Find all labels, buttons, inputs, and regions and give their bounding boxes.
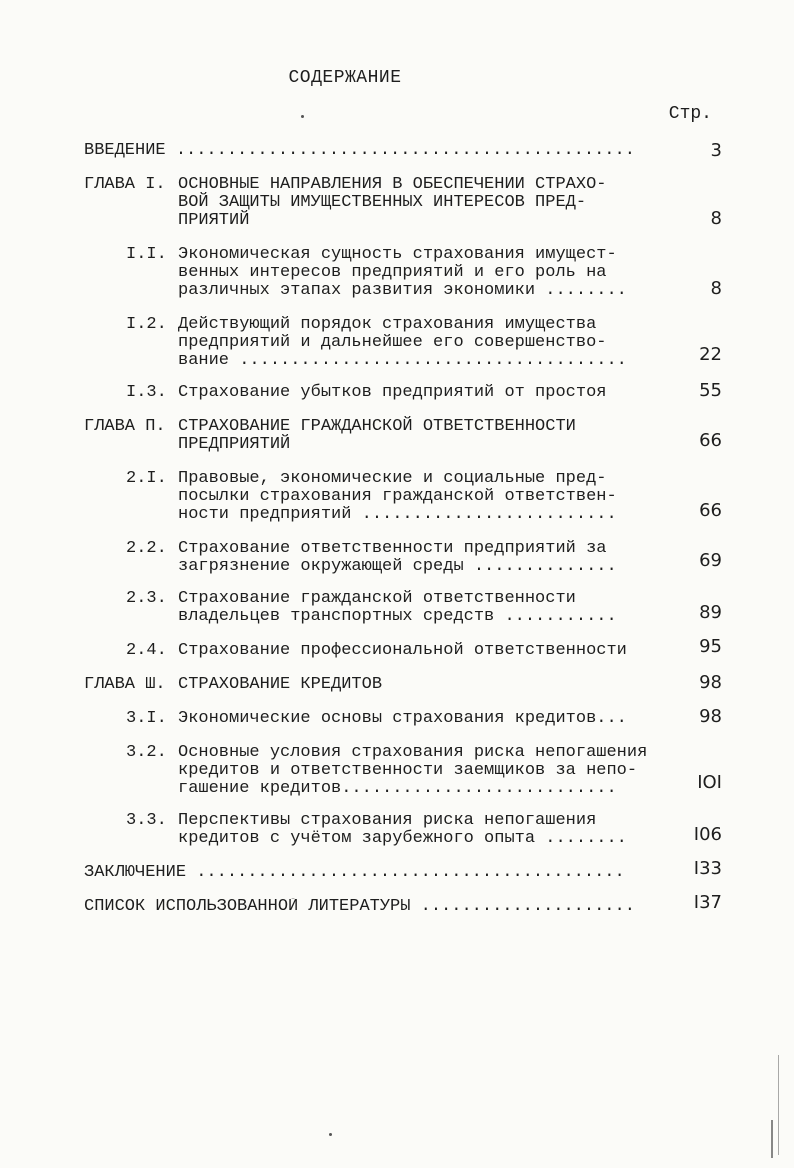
toc-entry-bibliography [0, 892, 794, 918]
toc-entry-line: Экономическая сущность страхования имущест- [178, 245, 617, 264]
toc-entry-line: Действующий порядок страхования имущества [178, 315, 597, 334]
toc-entry-line: ПРЕДПРИЯТИЙ [178, 435, 291, 454]
toc-entry-line: Страхование ответственности предприятий за [178, 539, 607, 558]
toc-page-number: 69 [699, 550, 722, 571]
toc-entry-line: гашение кредитов........................... [178, 779, 617, 798]
toc-entry-section-3-1 [0, 706, 794, 730]
toc-page-number: 98 [699, 672, 722, 693]
toc-entry-section-1-1 [0, 246, 794, 302]
toc-entry-line: Страхование убытков предприятий от простоя [178, 383, 607, 402]
toc-entry-line: ВОЙ ЗАЩИТЫ ИМУЩЕСТВЕННЫХ ИНТЕРЕСОВ ПРЕД- [178, 193, 587, 212]
toc-entry-section-2-1 [0, 470, 794, 526]
toc-page-number: 66 [699, 430, 722, 451]
toc-entry-chapter-3 [0, 672, 794, 696]
toc-entry-section-2-3 [0, 590, 794, 628]
toc-entry-line: предприятий и дальнейшее его совершенство- [178, 333, 607, 352]
toc-entry-label: 2.4. [126, 641, 167, 660]
toc-page-number: 95 [699, 636, 722, 657]
toc-entry-line: СТРАХОВАНИЕ КРЕДИТОВ [178, 675, 383, 694]
toc-entry-chapter-2 [0, 418, 794, 456]
toc-page-number: 98 [699, 706, 722, 727]
toc-entry-line: ПРИЯТИЙ [178, 211, 250, 230]
toc-page-number: I37 [693, 892, 722, 913]
toc-entry-label: 2.3. [126, 589, 167, 608]
toc-entry-line: Основные условия страхования риска непогашения [178, 743, 648, 762]
toc-entry-label: ГЛАВА I. [84, 175, 166, 194]
toc-entry-line: Правовые, экономические и социальные пред- [178, 469, 607, 488]
toc-entry-section-2-4 [0, 636, 794, 662]
toc-page-number: 8 [710, 208, 722, 229]
toc-page-number: IOI [697, 772, 722, 793]
toc-entry-line: СТРАХОВАНИЕ ГРАЖДАНСКОЙ ОТВЕТСТВЕННОСТИ [178, 417, 576, 436]
toc-entry-line: вание ...................................... [178, 351, 627, 370]
toc-entry-line: посылки страхования гражданской ответствен- [178, 487, 617, 506]
toc-entry-line: Страхование профессиональной ответственности [178, 641, 627, 660]
toc-entry-section-1-3 [0, 380, 794, 404]
toc-entry-line: Перспективы страхования риска непогашения [178, 811, 597, 830]
toc-entry-text: ЗАКЛЮЧЕНИЕ .......................................... [84, 864, 625, 882]
page-title: СОДЕРЖАНИЕ [288, 68, 402, 88]
toc-entry-label: ГЛАВА П. [84, 417, 166, 436]
toc-entry-line: ности предприятий ......................... [178, 505, 617, 524]
scan-speck [329, 1133, 332, 1136]
toc-entry-line: загрязнение окружающей среды .............. [178, 557, 617, 576]
toc-entry-section-2-2 [0, 540, 794, 578]
toc-entry-conclusion [0, 858, 794, 884]
toc-entry-label: I.I. [126, 245, 167, 264]
page-column-header: Стр. [668, 104, 712, 124]
toc-page-number: 3 [710, 140, 722, 161]
toc-page-number: 8 [710, 278, 722, 299]
toc-page-number: 22 [699, 344, 722, 365]
toc-entry-label: ГЛАВА Ш. [84, 675, 166, 694]
toc-entry-label: I.2. [126, 315, 167, 334]
toc-page-number: 66 [699, 500, 722, 521]
toc-entry-line: Экономические основы страхования кредитов... [178, 709, 627, 728]
toc-entry-line: Страхование гражданской ответственности [178, 589, 576, 608]
toc-entry-label: 3.3. [126, 811, 167, 830]
toc-entry-introduction [0, 142, 794, 162]
scan-edge-line [778, 1055, 779, 1155]
toc-page-number: I33 [693, 858, 722, 879]
toc-entry-line: кредитов и ответственности заемщиков за непо- [178, 761, 638, 780]
scan-speck [301, 115, 304, 118]
toc-page-number: 55 [699, 380, 722, 401]
toc-page-number: I06 [693, 824, 722, 845]
toc-entry-section-1-2 [0, 316, 794, 372]
toc-entry-label: 2.I. [126, 469, 167, 488]
toc-entry-label: 3.2. [126, 743, 167, 762]
toc-entry-line: различных этапах развития экономики ........ [178, 281, 627, 300]
toc-entry-line: владельцев транспортных средств ........... [178, 607, 617, 626]
toc-page-number: 89 [699, 602, 722, 623]
toc-entry-text: СПИСОК ИСПОЛЬЗОВАННОЙ ЛИТЕРАТУРЫ ..................... [84, 898, 635, 916]
toc-entry-label: 3.I. [126, 709, 167, 728]
toc-entry-line: ОСНОВНЫЕ НАПРАВЛЕНИЯ В ОБЕСПЕЧЕНИИ СТРАХО- [178, 175, 607, 194]
toc-entry-section-3-3 [0, 812, 794, 850]
toc-entry-chapter-1 [0, 176, 794, 232]
toc-entry-line: кредитов с учётом зарубежного опыта ........ [178, 829, 627, 848]
toc-entry-label: 2.2. [126, 539, 167, 558]
scan-edge-line [771, 1120, 773, 1158]
toc-entry-section-3-2 [0, 744, 794, 800]
toc-entry-line: венных интересов предприятий и его роль на [178, 263, 607, 282]
toc-entry-text: ВВЕДЕНИЕ ............................................. [84, 142, 635, 160]
toc-entry-label: I.3. [126, 383, 167, 402]
